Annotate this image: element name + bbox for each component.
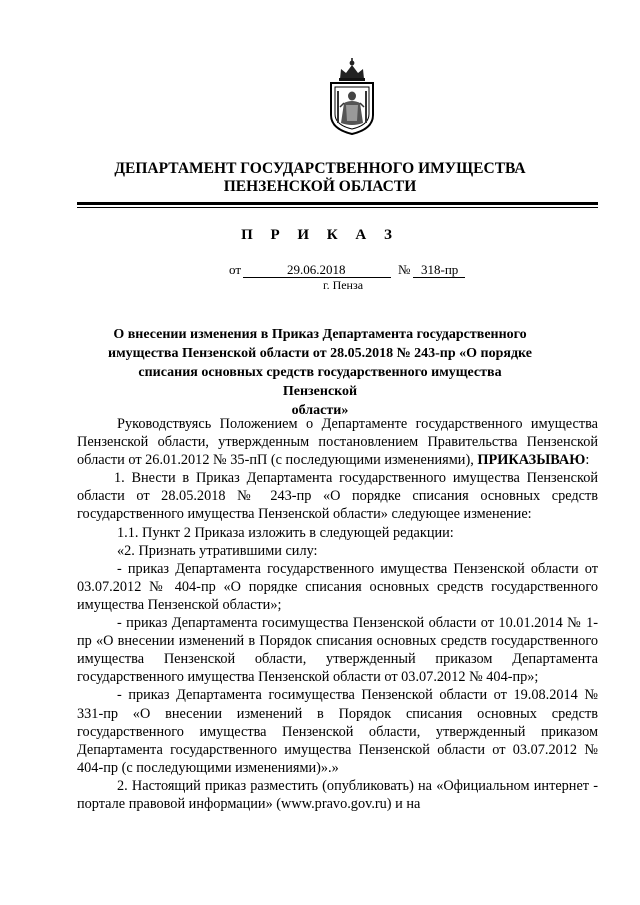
date-prefix: от xyxy=(229,262,242,277)
order-body xyxy=(77,415,598,813)
subject-line-3: списания основных средств государственного имущества Пензенской xyxy=(138,365,502,399)
number-underline xyxy=(413,277,465,278)
number-prefix: № xyxy=(398,262,411,277)
list-item-b: - приказ Департамента госимущества Пензенской области от 10.01.2014 № 1-пр «О внесении изменений в Порядок списания основных средств государственного имущества Пензенской области, утвержденный приказом Департамента государственного имущества Пензенской области от 03.07.2012 № 404-пр»; xyxy=(77,615,598,686)
department-name xyxy=(0,160,640,196)
paragraph-1: 1. Внести в Приказ Департамента государственного имущества Пензенской области от 28.05.2018 № 243-пр «О порядке списания основных средств государственного имущества Пензенской области» следующее изменение: xyxy=(77,470,598,523)
order-word: ПРИКАЗЫВАЮ xyxy=(477,452,586,469)
department-line-1: ДЕПАРТАМЕНТ ГОСУДАРСТВЕННОГО ИМУЩЕСТВА xyxy=(114,160,526,177)
order-date: 29.06.2018 xyxy=(287,262,346,277)
department-line-2: ПЕНЗЕНСКОЙ ОБЛАСТИ xyxy=(223,178,417,195)
order-number: 318-пр xyxy=(421,262,459,277)
paragraph-2: 2. Настоящий приказ разместить (опубликовать) на «Официальном интернет - портале правовой информации» (www.pravo.gov.ru) и на xyxy=(77,777,598,812)
subject-line-1: О внесении изменения в Приказ Департамента государственного xyxy=(113,327,527,342)
order-colon: : xyxy=(585,452,590,469)
city: г. Пенза xyxy=(323,278,364,292)
header-rule-thick xyxy=(77,202,598,205)
paragraph-2-quote: «2. Признать утратившими силу: xyxy=(117,542,318,559)
list-item-a: - приказ Департамента государственного имущества Пензенской области от 03.07.2012 № 404-пр «О порядке списания основных средств государственного имущества Пензенской области»; xyxy=(77,560,598,613)
subject-line-4: области» xyxy=(291,403,349,418)
list-item-c: - приказ Департамента госимущества Пензенской области от 19.08.2014 № 331-пр «О внесении изменений в Порядок списания основных средств государственного имущества Пензенской области, утвержденный приказом Департамента государственного имущества Пензенской области от 03.07.2012 № 404-пр (с последующими изменениями)».» xyxy=(77,687,598,776)
header-rule-thin xyxy=(77,207,598,208)
preamble-text: Руководствуясь Положением о Департаменте государственного имущества Пензенской области, утвержденным постановлением Правительства Пензенской области от 26.01.2012 № 35-пП (с последующими изменениями), xyxy=(77,416,598,469)
coat-of-arms-icon xyxy=(327,57,377,135)
preamble-paragraph xyxy=(77,415,598,469)
order-title: П Р И К А З xyxy=(241,227,399,243)
date-underline xyxy=(243,277,391,278)
order-subject xyxy=(100,325,540,420)
paragraph-1-1: 1.1. Пункт 2 Приказа изложить в следующей редакции: xyxy=(117,524,454,541)
subject-line-2: имущества Пензенской области от 28.05.2018 № 243-пр «О порядке xyxy=(108,346,532,361)
